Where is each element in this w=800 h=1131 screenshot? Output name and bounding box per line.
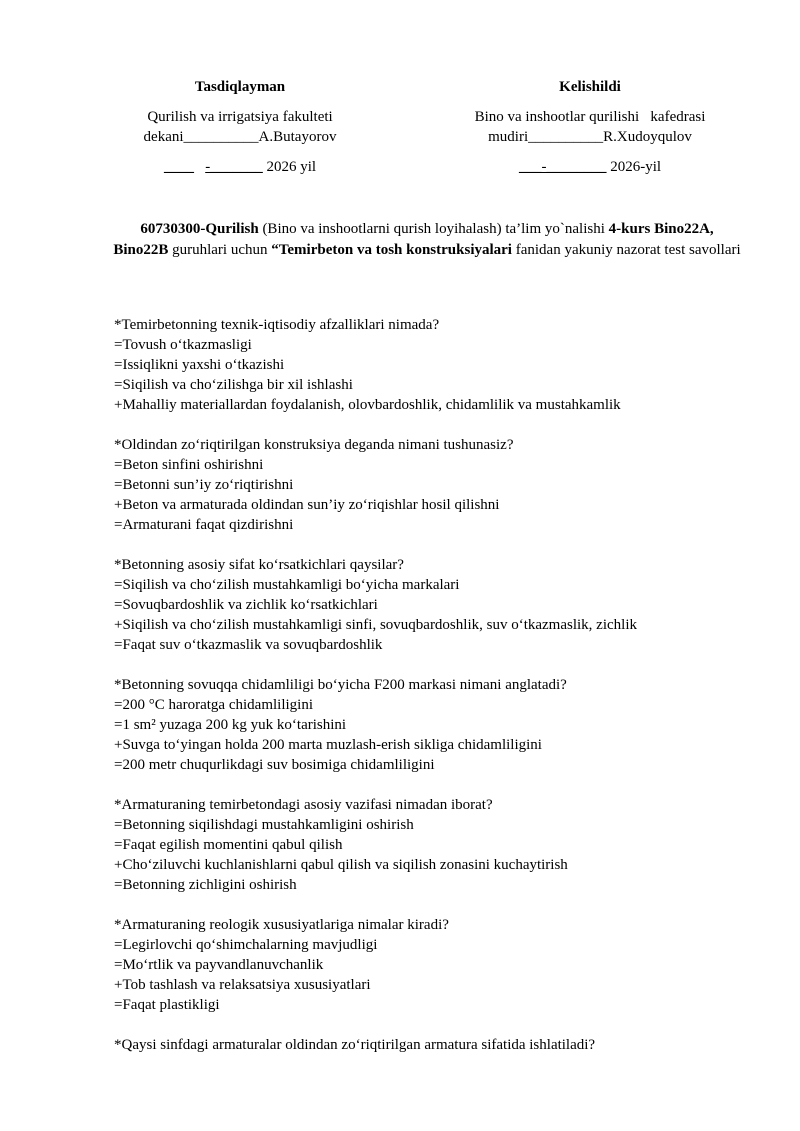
intro-text-2: guruhlari uchun <box>168 242 272 258</box>
date-line-left <box>120 157 360 177</box>
answer-option: =Faqat suv o‘tkazmaslik va sovuqbardoshlik <box>114 637 383 653</box>
answer-option: =Betonning zichligini oshirish <box>114 877 297 893</box>
question-block <box>114 1035 754 1055</box>
department-line: Bino va inshootlar qurilishi kafedrasi <box>474 109 706 125</box>
approval-title-right: Kelishildi <box>559 79 621 95</box>
answer-option: =Betonni sun’iy zo‘riqtirishni <box>114 477 294 493</box>
dean-signature-blank: __________ <box>183 129 259 145</box>
answer-option: =Issiqlikni yaxshi o‘tkazishi <box>114 357 285 373</box>
answer-option: =200 metr chuqurlikdagi suv bosimiga chidamliligini <box>114 757 435 773</box>
date-line-right <box>440 157 740 177</box>
answer-option: =Armaturani faqat qizdirishni <box>114 517 294 533</box>
intro-text-3: fanidan yakuniy nazorat test savollari <box>511 242 741 258</box>
question-text: *Qaysi sinfdagi armaturalar oldindan zo‘riqtirilgan armatura sifatida ishlatiladi? <box>114 1037 596 1053</box>
answer-option: =Sovuqbardoshlik va zichlik ko‘rsatkichlari <box>114 597 378 613</box>
head-signature-line <box>440 127 740 147</box>
answer-option: =1 sm² yuzaga 200 kg yuk ko‘tarishini <box>114 717 347 733</box>
approval-title-left: Tasdiqlayman <box>194 79 286 95</box>
answer-option: =Legirlovchi qo‘shimchalarning mavjudligi <box>114 937 378 953</box>
answer-option: =Siqilish va cho‘zilishga bir xil ishlashi <box>114 377 353 393</box>
answer-option: =Betonning siqilishdagi mustahkamligini oshirish <box>114 817 414 833</box>
document-intro <box>112 219 742 261</box>
intro-text-1: (Bino va inshootlarni qurish loyihalash) ta’lim yo`nalishi <box>258 221 609 237</box>
date-day-blank-left: ____ <box>163 159 194 175</box>
answer-option: =200 °C haroratga chidamliligini <box>114 697 313 713</box>
answer-option: =Beton sinfini oshirishni <box>114 457 264 473</box>
head-label: mudiri <box>488 129 529 145</box>
question-block <box>114 915 754 1015</box>
date-year-right: 2026-yil <box>606 159 662 175</box>
date-year-left: 2026 yil <box>262 159 317 175</box>
question-text: *Armaturaning reologik xususiyatlariga nimalar kiradi? <box>114 917 449 933</box>
course-groups: 4-kurs Bino22A, Bino22B <box>113 221 714 258</box>
approval-block-right <box>440 77 740 177</box>
faculty-line: Qurilish va irrigatsiya fakulteti <box>147 109 333 125</box>
approval-block-left <box>120 77 360 177</box>
question-text: *Temirbetonning texnik-iqtisodiy afzalliklari nimada? <box>114 317 440 333</box>
head-signature-blank: __________ <box>528 129 604 145</box>
answer-option: +Siqilish va cho‘zilish mustahkamligi sinfi, sovuqbardoshlik, suv o‘tkazmaslik, zichlik <box>114 617 637 633</box>
answer-option: =Faqat egilish momentini qabul qilish <box>114 837 343 853</box>
question-text: *Betonning sovuqqa chidamliligi bo‘yicha F200 markasi nimani anglatadi? <box>114 677 567 693</box>
answer-option: =Tovush o‘tkazmasligi <box>114 337 252 353</box>
dean-label: dekani <box>143 129 184 145</box>
answer-option: +Tob tashlash va relaksatsiya xususiyatlari <box>114 977 371 993</box>
date-day-blank-right: ___ <box>518 159 542 175</box>
answer-option: +Suvga to‘yingan holda 200 marta muzlash-erish sikliga chidamliligini <box>114 737 542 753</box>
answer-option: =Mo‘rtlik va payvandlanuvchanlik <box>114 957 324 973</box>
answer-option: +Beton va armaturada oldindan sun’iy zo‘riqishlar hosil qilishni <box>114 497 500 513</box>
question-text: *Betonning asosiy sifat ko‘rsatkichlari qaysilar? <box>114 557 404 573</box>
date-month-blank-left: -_______ <box>205 159 263 175</box>
dean-name: A.Butayorov <box>258 129 337 145</box>
question-block <box>114 315 754 415</box>
question-block <box>114 555 754 655</box>
program-code: 60730300-Qurilish <box>140 221 259 237</box>
date-month-blank-right: -________ <box>541 159 607 175</box>
answer-option: +Cho‘ziluvchi kuchlanishlarni qabul qilish va siqilish zonasini kuchaytirish <box>114 857 568 873</box>
subject-name: “Temirbeton va tosh konstruksiyalari <box>271 242 512 258</box>
answer-option: =Faqat plastikligi <box>114 997 220 1013</box>
answer-option: +Mahalliy materiallardan foydalanish, olovbardoshlik, chidamlilik va mustahkamlik <box>114 397 621 413</box>
answer-option: =Siqilish va cho‘zilish mustahkamligi bo‘yicha markalari <box>114 577 460 593</box>
question-block <box>114 675 754 775</box>
head-name: R.Xudoyqulov <box>603 129 692 145</box>
question-block <box>114 795 754 895</box>
question-text: *Oldindan zo‘riqtirilgan konstruksiya deganda nimani tushunasiz? <box>114 437 514 453</box>
question-block <box>114 435 754 535</box>
dean-signature-line <box>120 127 360 147</box>
question-text: *Armaturaning temirbetondagi asosiy vazifasi nimadan iborat? <box>114 797 493 813</box>
question-list <box>114 315 754 1075</box>
